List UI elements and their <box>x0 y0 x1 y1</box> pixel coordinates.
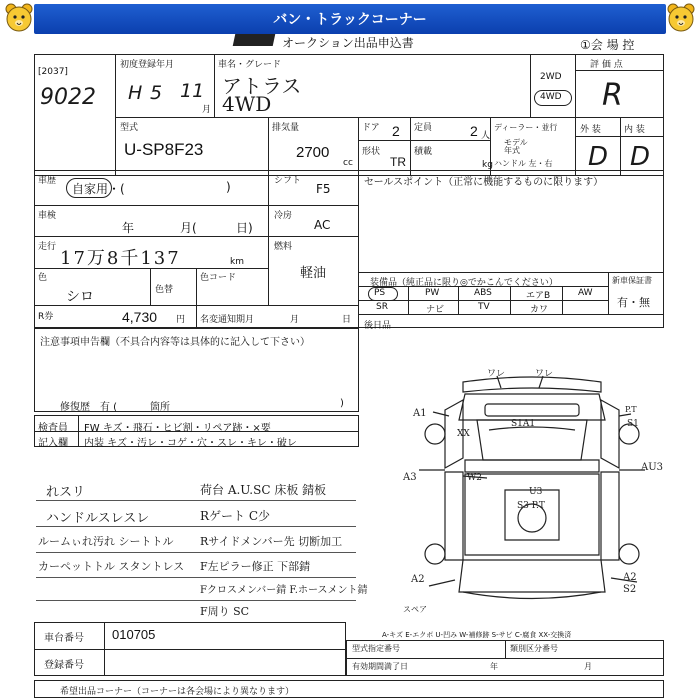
new-car-warranty-label: 新車保証書 <box>612 276 652 285</box>
yen-unit: 円 <box>176 315 186 325</box>
shape-label: 形状 <box>362 147 381 157</box>
form-title: オークション出品申込書 <box>282 36 414 50</box>
name-grade-label: 車名・グレード <box>218 60 282 70</box>
shift-value: F5 <box>316 182 331 196</box>
entry-label: 記入欄 <box>38 438 68 449</box>
mileage-label: 走行 <box>38 242 57 252</box>
rating-value: R <box>602 78 623 113</box>
repair-place: 箇所 <box>150 402 170 413</box>
damage-legend: A-キズ E-エクボ U-凹み W-補修跡 S-サビ C-腐食 XX-交換済 <box>382 631 572 639</box>
damage-mark: S1A1 <box>511 419 536 429</box>
reg-number-label: 車台番号 <box>44 633 84 644</box>
capacity-value: 2 <box>470 123 478 139</box>
header-banner <box>34 4 666 34</box>
model-cert-label: 型式指定番号 <box>352 644 400 653</box>
door-label: ドア <box>362 123 380 133</box>
door-value: 2 <box>392 123 400 139</box>
equipment-item: PW <box>425 288 440 298</box>
inspector-items: FW キズ・飛石・ヒビ割・リペア跡・×要 <box>84 423 271 434</box>
damage-mark: AU3 <box>641 462 664 473</box>
remark-right: Rゲート C少 <box>200 509 271 523</box>
expiry-month: 月 <box>584 662 592 671</box>
damage-mark: S1 <box>627 419 639 429</box>
damage-mark: A2 <box>411 574 425 585</box>
interior-grade: D <box>630 142 651 172</box>
remark-right: F周り SC <box>200 605 250 618</box>
damage-mark: ワレ <box>487 369 506 379</box>
plate-label: 登録番号 <box>44 660 84 671</box>
model-year-label-1: モデル <box>504 138 528 147</box>
inspection-label: 車検 <box>38 211 57 221</box>
vehicle-grade: 4WD <box>222 92 272 116</box>
equipment-label: 装備品（純正品に限り◎でかこんでください） <box>370 278 558 288</box>
expiry-year: 年 <box>490 662 498 671</box>
remark-left: れスリ <box>46 485 86 500</box>
mascot-right-icon <box>664 2 698 36</box>
recycle-amount: 4,730 <box>122 309 158 325</box>
banner-title: バン・トラックコーナー <box>273 12 427 28</box>
equipment-item: エアB <box>526 291 551 301</box>
logo-mark <box>233 34 276 46</box>
warranty-value: 有・無 <box>617 296 650 309</box>
shift-label: シフト <box>274 176 302 186</box>
mascot-left-icon <box>2 2 36 36</box>
recycle-label: R券 <box>38 312 54 322</box>
name-change-month: 月 <box>290 315 300 325</box>
model-value: U-SP8F23 <box>124 140 204 159</box>
later-items-label: 後日品 <box>364 321 392 331</box>
inspection-year: 年 <box>122 221 135 235</box>
handle-label: ハンドル 左・右 <box>494 159 553 168</box>
month-unit-label: 月 <box>202 105 212 115</box>
repair-label: 修復歴 <box>60 402 90 413</box>
drive-4wd-option: 4WD <box>540 92 562 102</box>
rating-label: 評 価 点 <box>590 60 623 70</box>
fuel-label: 燃料 <box>274 242 293 252</box>
damage-mark: ワレ <box>535 369 554 379</box>
reg-number-value: 010705 <box>112 627 156 642</box>
mileage-value: 17万8千137 <box>60 248 181 269</box>
truck-diagram <box>403 360 664 625</box>
remark-right: Rサイドメンバー先 切断加工 <box>200 535 343 548</box>
displacement-value: 2700 <box>296 144 330 161</box>
first-registration-label: 初度登録年月 <box>120 60 175 70</box>
inspector-label: 検査員 <box>38 423 68 434</box>
history-value: 自家用・( <box>72 182 125 196</box>
equipment-item: ナビ <box>426 305 445 315</box>
damage-mark: U3 <box>529 487 543 497</box>
ac-value: AC <box>314 218 331 232</box>
load-label: 積載 <box>414 147 433 157</box>
damage-mark: W2 <box>467 473 482 483</box>
equipment-item: カワ <box>530 305 549 315</box>
capacity-unit: 人 <box>481 131 491 141</box>
inspection-day: 日) <box>236 221 253 235</box>
wish-corner-label: 希望出品コーナー（コーナーは各会場により異なります） <box>60 687 295 697</box>
declaration-label: 注意事項申告欄（不具合内容等は具体的に記入して下さい） <box>40 337 310 348</box>
remark-right: Fクロスメンバー錆 F.ホースメント錆 <box>200 585 368 596</box>
inspection-month: 月( <box>180 221 197 235</box>
damage-mark: XX <box>457 429 470 439</box>
equipment-item: ABS <box>474 288 492 298</box>
remark-right: 荷台 A.U.SC 床板 錆板 <box>200 483 327 497</box>
shape-value: TR <box>390 155 406 169</box>
color-change-label: 色替 <box>155 285 174 295</box>
damage-mark: S2 <box>623 584 637 595</box>
exterior-label: 外 装 <box>580 125 601 135</box>
history-close: ) <box>226 180 231 194</box>
remark-right: F左ピラー修正 下部錆 <box>200 560 311 573</box>
fuel-value: 軽油 <box>300 266 327 281</box>
drive-2wd-option: 2WD <box>540 72 562 82</box>
sales-point-label: セールスポイント（正常に機能するものに限ります） <box>364 177 604 188</box>
venue-copy-label: ①会 場 控 <box>580 38 635 52</box>
color-value: シロ <box>66 289 94 305</box>
name-change-label: 名変通知期月 <box>200 315 255 325</box>
year-value: 5 <box>150 82 163 104</box>
damage-mark: P.T <box>625 405 637 414</box>
interior-label: 内 装 <box>624 125 645 135</box>
remark-left: ハンドルスレスレ <box>46 511 150 526</box>
category-label: 類別区分番号 <box>510 644 558 653</box>
damage-mark: S3 P.T <box>517 501 545 511</box>
equipment-item: SR <box>376 302 388 312</box>
equipment-item: AW <box>578 288 593 298</box>
entry-items: 内装 キズ・汚レ・コゲ・穴・スレ・キレ・破レ <box>84 438 297 449</box>
model-year-label-2: 年式 <box>504 146 520 155</box>
km-unit: km <box>230 257 244 267</box>
vehicle-name: アトラス <box>222 74 302 98</box>
capacity-label: 定員 <box>414 123 433 133</box>
history-label: 車歴 <box>38 176 57 186</box>
lot-small-number: [2037] <box>38 67 68 77</box>
color-code-label: 色コード <box>200 273 237 283</box>
equipment-item: TV <box>478 302 490 312</box>
remark-left: ルームぃれ汚れ シートトル <box>38 535 174 548</box>
name-change-day: 日 <box>342 315 352 325</box>
remark-left: カーペットトル スタントレス <box>38 560 185 573</box>
damage-mark: A3 <box>403 472 417 483</box>
era-value: H <box>128 82 143 104</box>
lot-number: 9022 <box>40 85 96 110</box>
month-value: 11 <box>180 80 205 102</box>
spare-label: スペア <box>403 605 427 614</box>
expiry-label: 有効期間満了日 <box>352 662 408 671</box>
kg-unit: kg <box>482 160 493 170</box>
model-label: 型式 <box>120 123 139 133</box>
exterior-grade: D <box>588 142 609 172</box>
ac-label: 冷房 <box>274 211 293 221</box>
repair-value: 有 ( <box>100 402 118 413</box>
damage-mark: A2 <box>623 572 637 583</box>
color-label: 色 <box>38 273 48 283</box>
cc-unit: cc <box>343 158 353 168</box>
damage-mark: A1 <box>413 408 427 419</box>
equipment-item: PS <box>374 288 386 298</box>
repair-close: ) <box>340 398 344 409</box>
dealer-label: ディーラー・並行 <box>494 123 558 132</box>
displacement-label: 排気量 <box>272 123 300 133</box>
